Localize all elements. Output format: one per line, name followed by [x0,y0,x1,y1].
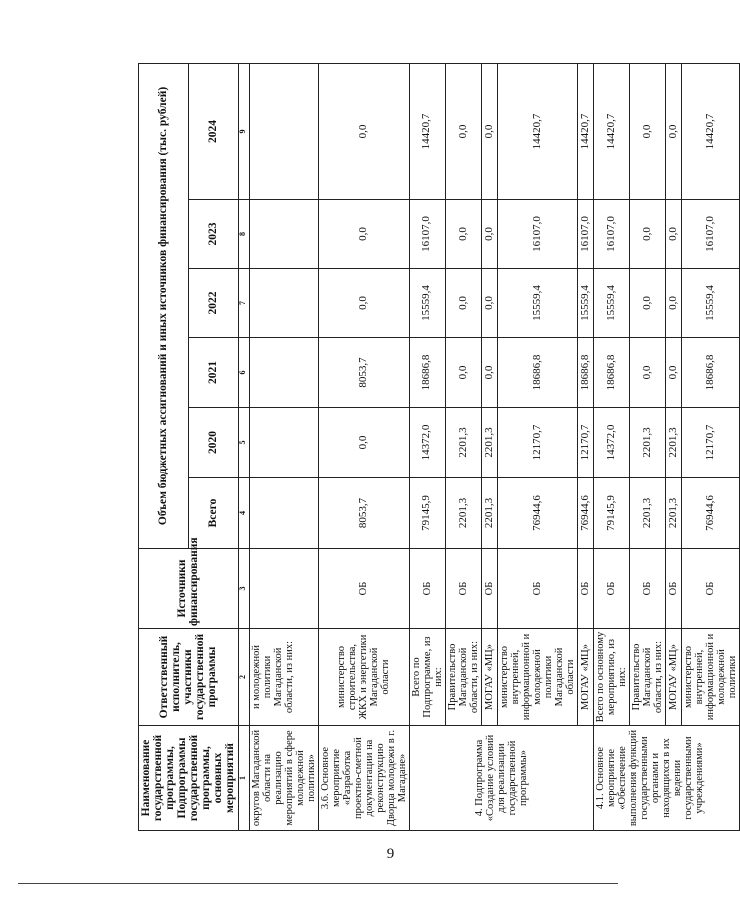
page-number [138,839,643,869]
value-2022: 0,0 [629,269,665,338]
value-2020: 12170,7 [682,408,740,478]
value-total: 79145,9 [593,478,629,549]
value-2022: 0,0 [666,269,682,338]
value-total: 2201,3 [629,478,665,549]
row-name: округов Магаданской области на реализацию мероприятий в сфере молодежной политики» [249,726,318,831]
row-executor: министерство внутренней, информационной и молодежной политики [682,629,740,726]
value-2021: 0,0 [666,338,682,408]
table-row [409,63,445,830]
row-source: ОБ [318,549,409,629]
col-index: 7 [238,269,249,338]
value-total: 76944,6 [577,478,593,549]
value-2023: 16107,0 [682,200,740,269]
value-2020: 2201,3 [666,408,682,478]
row-source: ОБ [593,549,629,629]
table-row [593,63,629,830]
row-name: 4.1. Основное мероприятие «Обеспечение выполнения функций государственными органами и находящихся в их ведении государственными учреждениями» [593,726,739,831]
header-year-2022: 2022 [188,269,238,338]
header-name: Наименование государственной программы, Подпрограммы государственной программы, основных мероприятий [139,726,239,831]
value-2022 [249,269,318,338]
value-2023: 0,0 [318,200,409,269]
table-row [445,63,481,830]
row-source [249,549,318,629]
value-2021: 18686,8 [409,338,445,408]
column-index-row [238,63,249,830]
header-year-2020: 2020 [188,408,238,478]
value-total: 76944,6 [497,478,577,549]
col-index: 1 [238,726,249,831]
rotated-table-region [138,64,739,869]
value-2023: 16107,0 [409,200,445,269]
value-2021: 18686,8 [497,338,577,408]
value-2024: 14420,7 [577,63,593,199]
budget-table [138,63,740,831]
header-year-2021: 2021 [188,338,238,408]
value-2020: 2201,3 [445,408,481,478]
value-total: 76944,6 [682,478,740,549]
row-source: ОБ [682,549,740,629]
row-executor: министерство строительства, ЖКХ и энергетики Магаданской области [318,629,409,726]
header-year-2023: 2023 [188,200,238,269]
value-2024: 14420,7 [593,63,629,199]
row-source: ОБ [666,549,682,629]
value-2022: 0,0 [318,269,409,338]
value-2023: 0,0 [629,200,665,269]
row-source: ОБ [629,549,665,629]
value-2021: 0,0 [481,338,497,408]
row-executor: Всего по Подпрограмме, из них: [409,629,445,726]
value-2022: 15559,4 [682,269,740,338]
value-2023: 0,0 [666,200,682,269]
table-row [666,63,682,830]
row-executor: Правительство Магаданской области, из них: [445,629,481,726]
header-executor: Ответственный исполнитель, участники государственной программы [139,629,239,726]
page-number-text: 9 [386,845,395,862]
value-2024: 0,0 [629,63,665,199]
row-source: ОБ [445,549,481,629]
value-total: 2201,3 [445,478,481,549]
table-row [481,63,497,830]
value-2020: 12170,7 [497,408,577,478]
table-row [497,63,577,830]
value-2021: 18686,8 [593,338,629,408]
value-2021: 0,0 [629,338,665,408]
header-total: Всего [188,478,238,549]
row-executor: и молодежной политики Магаданской области, из них: [249,629,318,726]
header-year-2024: 2024 [188,63,238,199]
value-total: 8053,7 [318,478,409,549]
footer-rule [18,883,618,884]
value-2020: 14372,0 [409,408,445,478]
value-2022: 15559,4 [409,269,445,338]
col-index: 9 [238,63,249,199]
value-2021: 8053,7 [318,338,409,408]
value-2022: 15559,4 [593,269,629,338]
col-index: 4 [238,478,249,549]
col-index: 3 [238,549,249,629]
table-row [577,63,593,830]
row-source: ОБ [409,549,445,629]
value-2023: 0,0 [445,200,481,269]
row-name: 4. Подпрограмма «Создание условий для реализации государственной программы» [409,726,593,831]
value-total: 2201,3 [481,478,497,549]
value-2022: 0,0 [481,269,497,338]
value-total [249,478,318,549]
value-2023: 0,0 [481,200,497,269]
row-executor: МОГАУ «МЦ» [577,629,593,726]
col-index: 8 [238,200,249,269]
row-executor: Всего по основному мероприятию, из них: [593,629,629,726]
table-row [249,63,318,830]
table-row [318,63,409,830]
col-index: 5 [238,408,249,478]
row-executor: Правительство Магаданской области, из них: [629,629,665,726]
value-2024: 0,0 [666,63,682,199]
value-2023: 16107,0 [577,200,593,269]
value-2024: 14420,7 [409,63,445,199]
value-2021: 0,0 [445,338,481,408]
value-total: 79145,9 [409,478,445,549]
value-2023: 16107,0 [497,200,577,269]
row-name: 3.6. Основное мероприятие «Разработка проектно-сметной документации на реконструкцию Дворца молодежи в г. Магадане» [318,726,409,831]
row-executor: министерство внутренней, информационной и молодежной политики Магаданской области [497,629,577,726]
value-2020: 12170,7 [577,408,593,478]
value-2024: 0,0 [481,63,497,199]
value-2023 [249,200,318,269]
value-2024 [249,63,318,199]
value-2022: 15559,4 [497,269,577,338]
value-2020: 0,0 [318,408,409,478]
row-executor: МОГАУ «МЦ» [481,629,497,726]
value-2021: 18686,8 [682,338,740,408]
row-source: ОБ [481,549,497,629]
value-2024: 0,0 [318,63,409,199]
value-2021 [249,338,318,408]
row-source: ОБ [497,549,577,629]
value-2023: 16107,0 [593,200,629,269]
col-index: 6 [238,338,249,408]
value-2020: 14372,0 [593,408,629,478]
table-row [629,63,665,830]
row-source: ОБ [577,549,593,629]
value-2020: 2201,3 [481,408,497,478]
value-2024: 14420,7 [682,63,740,199]
table-row [682,63,740,830]
value-2020 [249,408,318,478]
value-2024: 0,0 [445,63,481,199]
value-2021: 18686,8 [577,338,593,408]
header-source: Источники финансирования [139,549,239,629]
header-volume: Объем бюджетных ассигнований и иных источников финансирования (тыс. рублей) [139,63,189,548]
value-2022: 0,0 [445,269,481,338]
value-2022: 15559,4 [577,269,593,338]
row-executor: МОГАУ «МЦ» [666,629,682,726]
value-2024: 14420,7 [497,63,577,199]
col-index: 2 [238,629,249,726]
value-total: 2201,3 [666,478,682,549]
value-2020: 2201,3 [629,408,665,478]
